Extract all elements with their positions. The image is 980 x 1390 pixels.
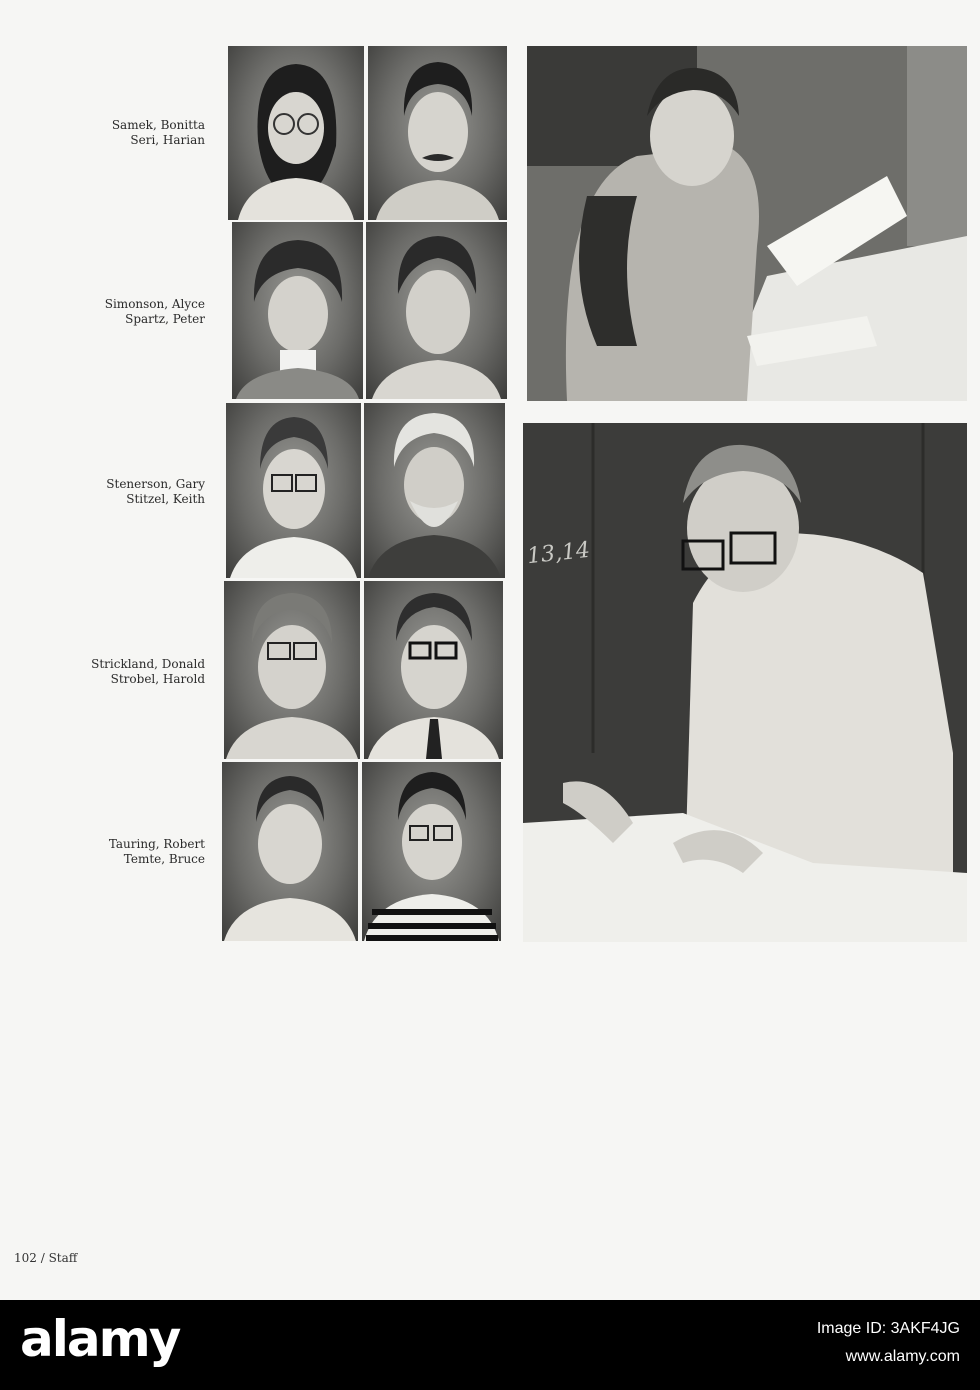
staff-name: Seri, Harian — [130, 133, 205, 147]
staff-names-row-2 — [60, 297, 205, 327]
portrait-photo — [366, 222, 507, 399]
staff-name: Stitzel, Keith — [126, 492, 205, 506]
portrait-photo — [364, 403, 505, 578]
staff-name: Simonson, Alyce — [104, 297, 205, 311]
staff-name: Tauring, Robert — [108, 837, 205, 851]
portrait-photo — [222, 762, 358, 941]
portrait-photo — [232, 222, 363, 399]
brand-logo: alamy — [20, 1310, 180, 1368]
staff-name: Strobel, Harold — [110, 672, 205, 686]
staff-name: Strickland, Donald — [91, 657, 205, 671]
portrait-photo — [368, 46, 507, 220]
staff-names-row-4 — [60, 657, 205, 687]
page-folio: 102 / Staff — [14, 1251, 78, 1265]
image-id: Image ID: 3AKF4JG — [816, 1320, 960, 1337]
staff-name: Stenerson, Gary — [106, 477, 205, 491]
staff-name: Temte, Bruce — [123, 852, 205, 866]
staff-names-row-5 — [60, 837, 205, 867]
portrait-photo — [362, 762, 501, 941]
portrait-photo — [224, 581, 360, 759]
staff-names-row-1 — [60, 118, 205, 148]
site-url[interactable]: www.alamy.com — [845, 1348, 960, 1365]
stock-banner — [0, 1300, 980, 1390]
portrait-photo — [364, 581, 503, 759]
portrait-photo — [226, 403, 361, 578]
staff-name: Spartz, Peter — [125, 312, 205, 326]
portrait-photo — [228, 46, 364, 220]
candid-photo-reading — [527, 46, 967, 401]
staff-names-row-3 — [60, 477, 205, 507]
staff-name: Samek, Bonitta — [111, 118, 205, 132]
candid-photo-chalkboard — [523, 423, 967, 942]
chalkboard-writing: 13,14 — [525, 537, 592, 570]
